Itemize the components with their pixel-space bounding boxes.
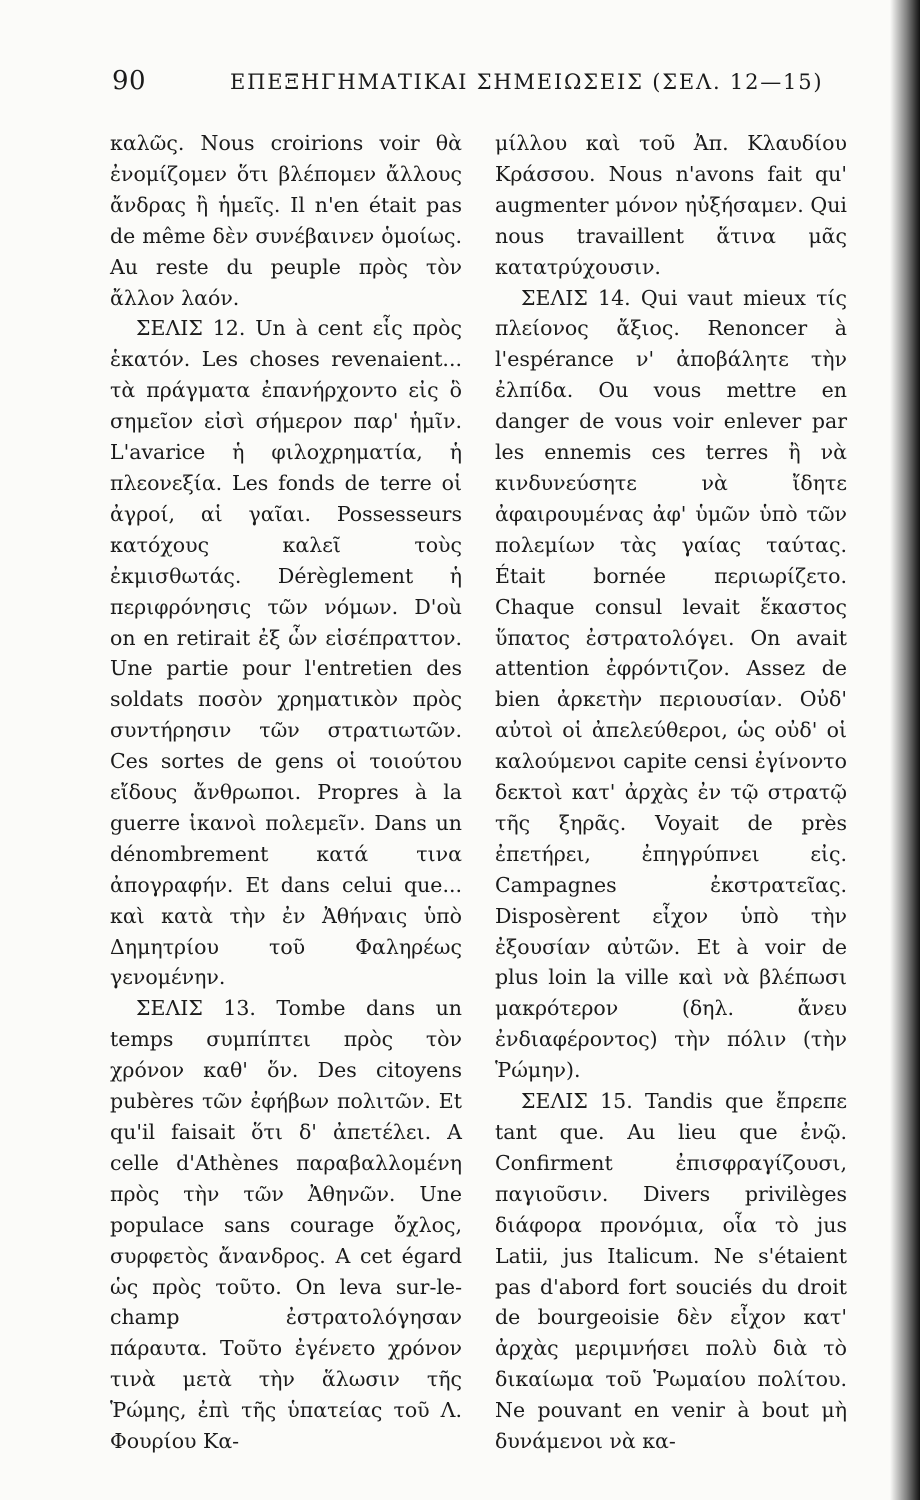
page-edge-shadow [890,0,920,1500]
page-number: 90 [112,66,147,96]
paragraph-continuation-right: μίλλου καὶ τοῦ Ἀπ. Κλαυδίου Κράσσου. Nous n'avons fait qu' augmenter μόνον ηὐξήσαμεν. Qui nous travaillent ἅτινα μᾶς κατατρύχουσιν. [495,131,847,279]
left-column [110,128,462,1457]
page-header [112,66,824,106]
right-column [495,128,847,1457]
paragraph-selis-12: ΣΕΛΙΣ 12. Un à cent εἷς πρὸς ἑκατόν. Les choses revenaient... τὰ πράγματα ἐπανήρχοντο εἰς ὃ σημεῖον εἰσὶ σήμερον παρ' ἡμῖν. L'avarice ἡ φιλοχρηματία, ἡ πλεονεξία. Les fonds de terre οἱ ἀγροί, αἱ γαῖαι. Possesseurs κατόχους καλεῖ τοὺς ἐκμισθωτάς. Dérèglement ἡ περιφρόνησις τῶν νόμων. D'où on en retirait ἐξ ὧν εἰσέπραττον. Une partie pour l'entretien des soldats ποσὸν χρηματικὸν πρὸς συντήρησιν τῶν στρατιωτῶν. Ces sortes de gens οἱ τοιούτου εἴδους ἄνθρωποι. Propres à la guerre ἱκανοὶ πολεμεῖν. Dans un dénombrement κατά τινα ἀπογραφήν. Et dans celui que... καὶ κατὰ τὴν ἐν Ἀθήναις ὑπὸ Δημητρίου τοῦ Φαληρέως γενομένην. [110,316,462,990]
paragraph-continuation: καλῶς. Nous croirions voir θὰ ἐνομίζομεν ὅτι βλέπομεν ἄλλους ἄνδρας ἢ ἡμεῖς. Il n'en était pas de même δὲν συνέβαινεν ὁμοίως. Au reste du peuple πρὸς τὸν ἄλλον λαόν. [110,131,462,310]
running-head: ΕΠΕΞΗΓΗΜΑΤΙΚΑΙ ΣΗΜΕΙΩΣΕΙΣ (ΣΕΛ. 12—15) [230,70,824,94]
paragraph-selis-13: ΣΕΛΙΣ 13. Tombe dans un temps συμπίπτει πρὸς τὸν χρόνον καθ' ὅν. Des citoyens pubères τῶν ἐφήβων πολιτῶν. Et qu'il faisait ὅτι δ' ἀπετέλει. A celle d'Athènes παραβαλλομένη πρὸς τὴν τῶν Ἀθηνῶν. Une populace sans courage ὄχλος, συρφετὸς ἄνανδρος. A cet égard ὡς πρὸς τοῦτο. On leva sur-le-champ ἐστρατολόγησαν πάραυτα. Τοῦτο ἐγένετο χρόνον τινὰ μετὰ τὴν ἅλωσιν τῆς Ῥώμης, ἐπὶ τῆς ὑπατείας τοῦ Λ. Φουρίου Κα- [110,996,462,1454]
paragraph-selis-14: ΣΕΛΙΣ 14. Qui vaut mieux τίς πλείονος ἄξιος. Renoncer à l'espérance ν' ἀποβάλητε τὴν ἐλπίδα. Ou vous mettre en danger de vous voir enlever par les ennemis ces terres ἢ νὰ κινδυνεύσητε νὰ ἴδητε ἀφαιρουμένας ἀφ' ὑμῶν ὑπὸ τῶν πολεμίων τὰς γαίας ταύτας. Était bornée περιωρίζετο. Chaque consul levait ἕκαστος ὕπατος ἐστρατολόγει. On avait attention ἐφρόντιζον. Assez de bien ἀρκετὴν περιουσίαν. Οὐδ' αὐτοὶ οἱ ἀπελεύθεροι, ὡς οὐδ' οἱ καλούμενοι capite censi ἐγίνοντο δεκτοὶ κατ' ἀρχὰς ἐν τῷ στρατῷ τῆς ξηρᾶς. Voyait de près ἐπετήρει, ἐπηγρύπνει εἰς. Campagnes ἐκστρατεῖας. Disposèrent εἶχον ὑπὸ τὴν ἐξουσίαν αὐτῶν. Et à voir de plus loin la ville καὶ νὰ βλέπωσι μακρότερον (δηλ. ἄνευ ἐνδιαφέροντος) τὴν πόλιν (τὴν Ῥώμην). [495,285,847,1083]
paragraph-selis-15: ΣΕΛΙΣ 15. Tandis que ἔπρεπε tant que. Au lieu que ἐνῷ. Confirment ἐπισφραγίζουσι, παγιοῦσιν. Divers privilèges διάφορα προνόμια, οἷα τὸ jus Latii, jus Italicum. Ne s'étaient pas d'abord fort souciés du droit de bourgeoisie δὲν εἶχον κατ' ἀρχὰς μεριμνήσει πολὺ διὰ τὸ δικαίωμα τοῦ Ῥωμαίου πολίτου. Ne pouvant en venir à bout μὴ δυνάμενοι νὰ κα- [495,1089,847,1454]
